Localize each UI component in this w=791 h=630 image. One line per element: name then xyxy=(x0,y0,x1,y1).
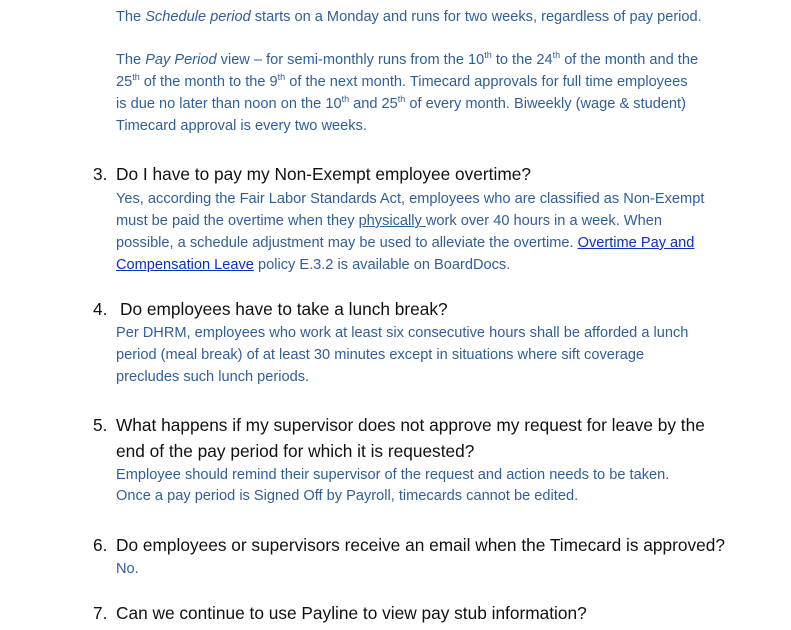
question-heading: Do I have to pay my Non-Exempt employee overtime? xyxy=(116,164,531,184)
question-number: 7. xyxy=(93,603,108,623)
question-heading: Can we continue to use Payline to view pay stub information? xyxy=(116,603,587,623)
question-number: 4. xyxy=(93,299,108,319)
pay-period-text-line2: 25th of the month to the 9th of the next month. Timecard approvals for full time employees xyxy=(116,72,688,90)
question-number: 5. xyxy=(93,415,108,435)
overtime-policy-link[interactable]: Compensation Leave xyxy=(116,257,254,273)
question-heading: end of the pay period for which it is requested? xyxy=(116,441,475,461)
answer-line: No. xyxy=(116,561,139,577)
question-heading: Do employees or supervisors receive an email when the Timecard is approved? xyxy=(116,535,725,555)
answer-line: Compensation Leave policy E.3.2 is available on BoardDocs. xyxy=(116,257,511,273)
answer-line: possible, a schedule adjustment may be used to alleviate the overtime. Overtime Pay and xyxy=(116,235,695,251)
question-heading: What happens if my supervisor does not approve my request for leave by the xyxy=(116,415,705,435)
pay-period-text-line3: is due no later than noon on the 10th and 25th of every month. Biweekly (wage & student) xyxy=(116,94,686,112)
question-number: 6. xyxy=(93,535,108,555)
answer-line: Once a pay period is Signed Off by Payroll, timecards cannot be edited. xyxy=(116,488,579,504)
overtime-policy-link[interactable]: Overtime Pay and xyxy=(577,235,695,251)
question-number: 3. xyxy=(93,164,108,184)
answer-line: Yes, according the Fair Labor Standards Act, employees who are classified as Non-Exempt xyxy=(116,191,705,207)
answer-line: Per DHRM, employees who work at least six consecutive hours shall be afforded a lunch xyxy=(116,325,689,341)
question-heading: Do employees have to take a lunch break? xyxy=(120,299,448,319)
pay-period-text-line1: The Pay Period view – for semi-monthly runs from the 10th to the 24th of the month and the xyxy=(116,50,699,68)
answer-line: Employee should remind their supervisor of the request and action needs to be taken. xyxy=(116,467,670,483)
cropped-heading-fragment xyxy=(300,0,470,2)
schedule-period-text: The Schedule period starts on a Monday and runs for two weeks, regardless of pay period. xyxy=(116,9,702,25)
answer-line: must be paid the overtime when they physically work over 40 hours in a week. When xyxy=(116,213,662,229)
pay-period-text-line4: Timecard approval is every two weeks. xyxy=(116,118,367,134)
answer-line: period (meal break) of at least 30 minutes except in situations where sift coverage xyxy=(116,347,645,363)
answer-line: precludes such lunch periods. xyxy=(116,369,310,385)
